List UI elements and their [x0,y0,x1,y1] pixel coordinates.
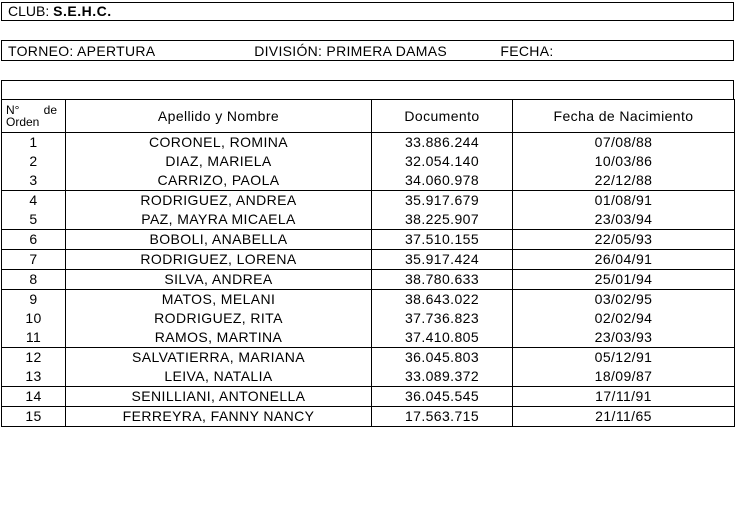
cell-orden: 15 [2,407,66,427]
cell-nacimiento: 10/03/86 [513,152,735,171]
cell-nacimiento: 01/08/91 [513,191,735,211]
table-row [2,328,735,348]
cell-orden: 2 [2,152,66,171]
cell-orden: 8 [2,270,66,290]
cell-nacimiento: 05/12/91 [513,348,735,368]
cell-nombre: PAZ, MAYRA MICAELA [66,210,372,230]
table-row [2,191,735,211]
cell-nombre: RODRIGUEZ, LORENA [66,250,372,270]
club-label: CLUB: [8,3,50,19]
cell-nacimiento: 26/04/91 [513,250,735,270]
cell-nombre: SENILLIANI, ANTONELLA [66,387,372,407]
header-documento: Documento [372,100,513,133]
table-row [2,367,735,387]
cell-documento: 35.917.424 [372,250,513,270]
table-row [2,152,735,171]
cell-nombre: CORONEL, ROMINA [66,133,372,153]
table-row [2,230,735,250]
cell-nombre: CARRIZO, PAOLA [66,171,372,191]
table-row [2,407,735,427]
cell-documento: 33.089.372 [372,367,513,387]
cell-nombre: DIAZ, MARIELA [66,152,372,171]
cell-nombre: RODRIGUEZ, ANDREA [66,191,372,211]
cell-nombre: RODRIGUEZ, RITA [66,309,372,328]
cell-nacimiento: 17/11/91 [513,387,735,407]
cell-nacimiento: 21/11/65 [513,407,735,427]
cell-nacimiento: 02/02/94 [513,309,735,328]
cell-nacimiento: 25/01/94 [513,270,735,290]
cell-nombre: LEIVA, NATALIA [66,367,372,387]
cell-orden: 14 [2,387,66,407]
cell-orden: 11 [2,328,66,348]
cell-documento: 34.060.978 [372,171,513,191]
tournament-info [1,40,734,61]
cell-orden: 9 [2,290,66,310]
cell-documento: 37.410.805 [372,328,513,348]
cell-documento: 36.045.545 [372,387,513,407]
club-header [1,2,734,21]
division-label: DIVISIÓN: PRIMERA DAMAS [254,43,448,59]
cell-nacimiento: 22/05/93 [513,230,735,250]
header-orden-word: Orden [6,115,40,129]
table-row [2,250,735,270]
cell-nacimiento: 03/02/95 [513,290,735,310]
cell-nombre: RAMOS, MARTINA [66,328,372,348]
cell-nacimiento: 22/12/88 [513,171,735,191]
cell-documento: 37.736.823 [372,309,513,328]
cell-nombre: MATOS, MELANI [66,290,372,310]
cell-orden: 5 [2,210,66,230]
cell-documento: 38.643.022 [372,290,513,310]
cell-documento: 35.917.679 [372,191,513,211]
table-row [2,171,735,191]
table-row [2,309,735,328]
table-row [2,387,735,407]
cell-documento: 33.886.244 [372,133,513,153]
header-nombre: Apellido y Nombre [66,100,372,133]
cell-nacimiento: 23/03/93 [513,328,735,348]
header-orden-de: de [43,103,57,117]
club-name: S.E.H.C. [53,3,112,19]
cell-orden: 7 [2,250,66,270]
cell-orden: 6 [2,230,66,250]
cell-orden: 13 [2,367,66,387]
cell-nombre: BOBOLI, ANABELLA [66,230,372,250]
fecha-label: FECHA: [500,43,554,59]
cell-documento: 36.045.803 [372,348,513,368]
cell-orden: 12 [2,348,66,368]
table-row [2,133,735,153]
player-table [1,99,735,427]
table-header-row [2,100,735,133]
cell-nombre: SALVATIERRA, MARIANA [66,348,372,368]
table-row [2,290,735,310]
table-row [2,348,735,368]
cell-nombre: SILVA, ANDREA [66,270,372,290]
cell-documento: 32.054.140 [372,152,513,171]
cell-nacimiento: 18/09/87 [513,367,735,387]
cell-nacimiento: 07/08/88 [513,133,735,153]
header-orden [2,100,66,133]
cell-documento: 38.225.907 [372,210,513,230]
header-orden-n: N° [6,103,20,117]
cell-documento: 38.780.633 [372,270,513,290]
cell-orden: 10 [2,309,66,328]
blank-row [1,80,734,100]
table-row [2,210,735,230]
header-nacimiento: Fecha de Nacimiento [513,100,735,133]
cell-orden: 1 [2,133,66,153]
cell-nacimiento: 23/03/94 [513,210,735,230]
table-row [2,270,735,290]
cell-documento: 17.563.715 [372,407,513,427]
torneo-label: TORNEO: APERTURA [8,43,156,59]
cell-documento: 37.510.155 [372,230,513,250]
cell-orden: 4 [2,191,66,211]
cell-nombre: FERREYRA, FANNY NANCY [66,407,372,427]
cell-orden: 3 [2,171,66,191]
